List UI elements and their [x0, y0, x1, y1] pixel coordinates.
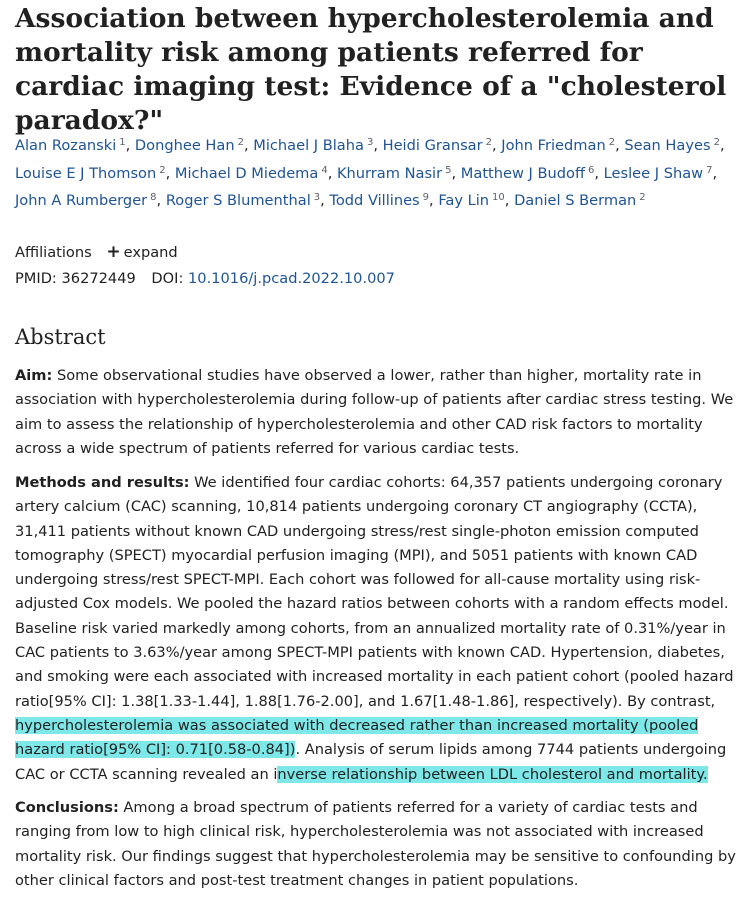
- aim-text: Some observational studies have observed a lower, rather than higher, mortality rate in association with hypercholesterolemia during follow-up of patients after cardiac stress testing. We aim to assess the relationship of hypercholesterolemia and other CAD risk factors to mortality across a wide spectrum of patients referred for various cardiac tests.: [15, 367, 734, 457]
- affiliation-number[interactable]: 10: [492, 192, 505, 203]
- affiliations-label: Affiliations: [15, 244, 92, 261]
- author-link[interactable]: [175, 165, 328, 182]
- affiliation-number[interactable]: 2: [608, 137, 616, 148]
- affiliation-number[interactable]: 4: [321, 164, 328, 176]
- author-entry: Donghee Han $^2$,: [134, 137, 254, 154]
- conclusions-text: Among a broad spectrum of patients referred for a variety of cardiac tests and ranging from low to high clinical risk, hypercholesterolemia was not associated with increased mortality risk. Our findings suggest that hypercholesterolemia may be sensitive to confounding by other clinical factors and post-test treatment changes in patient populations.: [15, 799, 736, 889]
- author-name: John A Rumberger: [15, 192, 148, 209]
- author-entry: Khurram Nasir $^5$,: [336, 164, 461, 182]
- affiliation-number[interactable]: 1: [119, 137, 126, 148]
- author-link[interactable]: [337, 165, 452, 182]
- affiliation-number[interactable]: 3: [313, 192, 321, 203]
- author-entry: Fay Lin $^{10}$,: [438, 192, 515, 209]
- author-entry: Roger S Blumenthal $^3$,: [165, 192, 330, 209]
- author-name: John Friedman: [501, 137, 606, 154]
- author-link[interactable]: [166, 192, 320, 209]
- author-list: [15, 131, 735, 214]
- affiliation-number[interactable]: 2: [639, 192, 646, 203]
- author-name: Todd Villines: [329, 192, 420, 209]
- author-link[interactable]: [461, 165, 595, 182]
- author-name: Michael J Blaha: [253, 137, 364, 154]
- author-name: Alan Rozanski: [15, 137, 117, 154]
- author-link[interactable]: [329, 192, 429, 209]
- author-name: Leslee J Shaw: [603, 164, 704, 182]
- author-link[interactable]: [15, 137, 126, 154]
- author-link[interactable]: [15, 165, 166, 182]
- author-entry: Matthew J Budoff $^6$,: [460, 164, 604, 182]
- author-link[interactable]: [383, 137, 492, 154]
- author-name: Louise E J Thomson: [15, 164, 157, 182]
- author-entry: [514, 192, 646, 209]
- doi-link[interactable]: 10.1016/j.pcad.2022.10.007: [188, 270, 395, 287]
- affiliation-number[interactable]: 2: [713, 137, 720, 148]
- author-link[interactable]: [624, 137, 720, 154]
- author-entry: Sean Hayes $^2$,: [624, 137, 725, 154]
- affiliation-number[interactable]: 2: [237, 137, 244, 148]
- abstract-heading: Abstract: [15, 325, 106, 349]
- highlighted-text: hypercholesterolemia was associated with decreased rather than increased mortality (pooled hazard ratio[95% CI]: 0.71[0.58-0.84]): [15, 716, 699, 759]
- affiliation-number[interactable]: 9: [422, 192, 430, 203]
- author-entry: Michael D Miedema $^4$,: [174, 164, 337, 182]
- conclusions-label: Conclusions:: [15, 799, 119, 816]
- author-entry: John Friedman $^2$,: [501, 137, 625, 154]
- expand-label: expand: [123, 244, 178, 261]
- author-entry: Louise E J Thomson $^2$,: [15, 164, 175, 182]
- author-link[interactable]: [514, 192, 646, 209]
- pmid-label: PMID:: [15, 270, 57, 287]
- affiliations-expand-button[interactable]: [106, 244, 177, 261]
- author-entry: Todd Villines $^9$,: [329, 192, 439, 209]
- affiliations-row: [15, 242, 178, 263]
- author-name: Donghee Han: [134, 137, 235, 154]
- abstract-methods: [15, 471, 737, 787]
- methods-label: Methods and results:: [15, 474, 190, 491]
- author-name: Fay Lin: [438, 192, 490, 209]
- affiliation-number[interactable]: 2: [159, 164, 166, 176]
- author-entry: Alan Rozanski $^1$,: [15, 137, 135, 154]
- affiliation-number[interactable]: 2: [485, 137, 492, 148]
- author-link[interactable]: [501, 137, 615, 154]
- pmid-value: 36272449: [61, 270, 136, 287]
- affiliation-number[interactable]: 7: [706, 164, 713, 176]
- author-entry: Michael J Blaha $^3$,: [253, 137, 383, 154]
- author-name: Heidi Gransar: [382, 137, 483, 154]
- doi-label: DOI:: [151, 270, 184, 287]
- author-name: Matthew J Budoff: [460, 164, 586, 182]
- author-name: Sean Hayes: [624, 137, 711, 154]
- author-name: Michael D Miedema: [174, 164, 319, 182]
- abstract-conclusions: [15, 796, 737, 893]
- abstract-aim: [15, 364, 737, 461]
- affiliation-number[interactable]: 6: [588, 164, 595, 176]
- author-entry: John A Rumberger $^8$,: [15, 192, 166, 209]
- author-name: Khurram Nasir: [336, 164, 443, 182]
- affiliation-number[interactable]: 5: [445, 164, 452, 176]
- article-title: Association between hypercholesterolemia and mortality risk among patients referred for cardiac imaging test: Evidence of a "cholesterol paradox?": [15, 3, 727, 136]
- author-name: Daniel S Berman: [514, 192, 637, 209]
- highlighted-text: nverse relationship between LDL cholesterol and mortality.: [277, 765, 708, 783]
- affiliation-number[interactable]: 8: [150, 192, 157, 203]
- author-name: Roger S Blumenthal: [165, 192, 311, 209]
- affiliation-number[interactable]: 3: [366, 137, 374, 148]
- author-link[interactable]: [438, 192, 504, 209]
- plus-icon: +: [106, 242, 121, 262]
- methods-text: We identified four cardiac cohorts: 64,357 patients undergoing coronary artery calcium (CAC) scanning, 10,814 patients undergoing coronary CT angiography (CCTA), 31,411 patients without known CAD undergoing stress/rest single-photon emission computed tomography (SPECT) myocardial perfusion imaging (MPI), and 5051 patients with known CAD undergoing stress/rest SPECT-MPI. Each cohort was followed for all-cause mortality using risk-adjusted Cox models. We pooled the hazard ratios between cohorts with a random effects model. Baseline risk varied markedly among cohorts, from an annualized mortality rate of 0.31%/year in CAC patients to 3.63%/year among SPECT-MPI patients with known CAD. Hypertension, diabetes, and smoking were each associated with increased mortality in each patient cohort (pooled hazard ratio[95% CI]: 1.38[1.33-1.44], 1.88[1.76-2.00], and 1.67[1.48-1.86], respectively). By contrast,: [15, 474, 734, 710]
- author-link[interactable]: [135, 137, 244, 154]
- author-entry: Heidi Gransar $^2$,: [382, 137, 502, 154]
- aim-label: Aim:: [15, 367, 53, 384]
- author-link[interactable]: [15, 192, 157, 209]
- author-link[interactable]: [253, 137, 373, 154]
- author-link[interactable]: [604, 165, 713, 182]
- identifiers-row: [15, 269, 395, 289]
- author-entry: Leslee J Shaw $^7$,: [603, 164, 718, 182]
- methods-text: . Analysis of serum lipids among 7744 patients undergoing CAC or CCTA scanning revealed an i: [15, 741, 727, 783]
